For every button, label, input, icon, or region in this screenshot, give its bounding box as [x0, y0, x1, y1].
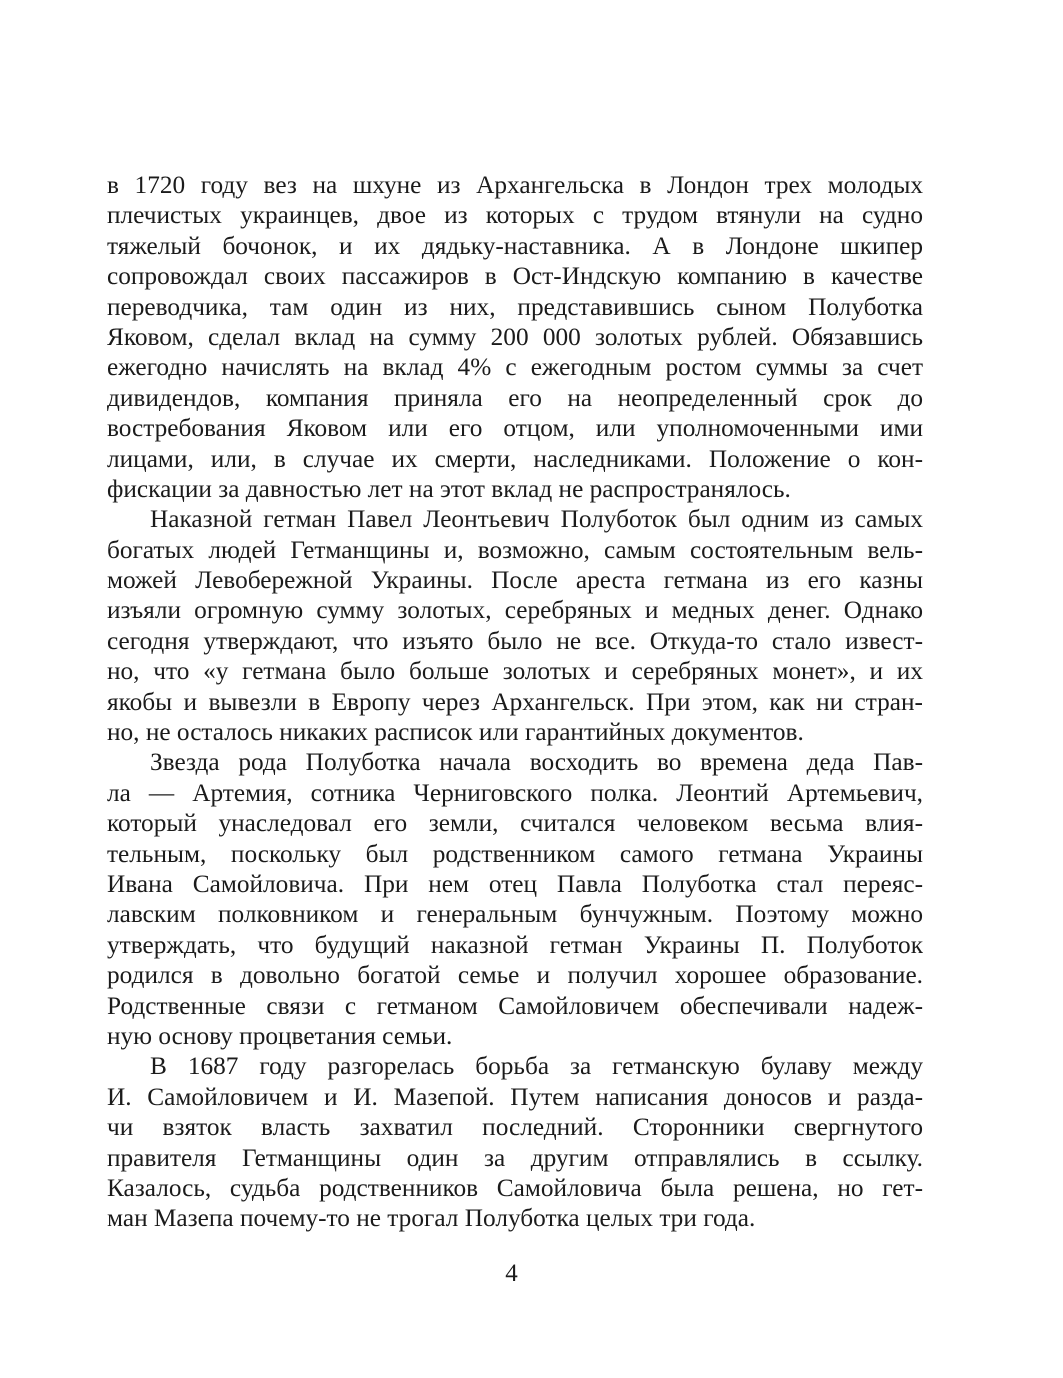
- text-line: родился в довольно богатой семье и получил хорошее образование.: [107, 961, 923, 990]
- text-line: Звезда рода Полуботка начала восходить во времена деда Пав-: [150, 748, 923, 777]
- text-line: ежегодно начислять на вклад 4% с ежегодным ростом суммы за счет: [107, 353, 923, 382]
- text-line: Родственные связи с гетманом Самойловичем обеспечивали надеж-: [107, 991, 923, 1020]
- text-line: в 1720 году вез на шхуне из Архангельска в Лондон трех молодых: [107, 171, 923, 199]
- body-text: [107, 170, 923, 1234]
- text-line: дивидендов, компания приняла его на неопределенный срок до: [107, 383, 923, 412]
- text-line: Казалось, судьба родственников Самойловича была решена, но гет-: [107, 1173, 923, 1202]
- text-line: правителя Гетманщины один за другим отправлялись в ссылку.: [107, 1143, 923, 1172]
- text-line: ла — Артемия, сотника Черниговского полка. Леонтий Артемьевич,: [107, 778, 923, 807]
- text-line: фискации за давностью лет на этот вклад не распространялось.: [107, 474, 791, 503]
- text-line: лавским полковником и генеральным бунчужным. Поэтому можно: [107, 900, 923, 929]
- text-line: плечистых украинцев, двое из которых с трудом втянули на судно: [107, 201, 923, 230]
- text-line: ман Мазепа почему-то не трогал Полуботка целых три года.: [107, 1204, 756, 1233]
- text-line: который унаследовал его земли, считался человеком весьма влия-: [107, 809, 923, 838]
- text-line: Ивана Самойловича. При нем отец Павла Полуботка стал переяс-: [107, 869, 923, 898]
- text-line: можей Левобережной Украины. После ареста гетмана из его казны: [107, 566, 923, 595]
- text-line: В 1687 году разгорелась борьба за гетманскую булаву между: [150, 1052, 923, 1081]
- page-number: 4: [505, 1260, 518, 1287]
- text-line: переводчика, там один из них, представившись сыном Полуботка: [107, 292, 923, 321]
- text-line: востребования Яковом или его отцом, или уполномоченными ими: [107, 414, 923, 443]
- text-line: тельным, поскольку был родственником самого гетмана Украины: [107, 839, 923, 868]
- text-line: но, не осталось никаких расписок или гарантийных документов.: [107, 718, 804, 747]
- text-line: И. Самойловичем и И. Мазепой. Путем написания доносов и разда-: [107, 1082, 923, 1111]
- text-line: утверждать, что будущий наказной гетман Украины П. Полуботок: [107, 930, 923, 959]
- text-line: богатых людей Гетманщины и, возможно, самым состоятельным вель-: [107, 535, 923, 564]
- text-line: якобы и вывезли в Европу через Архангельск. При этом, как ни стран-: [107, 687, 923, 716]
- text-line: но, что «у гетмана было больше золотых и серебряных монет», и их: [107, 657, 923, 686]
- text-line: изъяли огромную сумму золотых, серебряных и медных денег. Однако: [107, 596, 923, 625]
- text-line: Наказной гетман Павел Леонтьевич Полуботок был одним из самых: [150, 505, 923, 534]
- text-line: ную основу процветания семьи.: [107, 1021, 453, 1050]
- text-line: тяжелый бочонок, и их дядьку-наставника. А в Лондоне шкипер: [107, 231, 923, 260]
- text-line: лицами, или, в случае их смерти, наследниками. Положение о кон-: [107, 444, 923, 473]
- text-line: сопровождал своих пассажиров в Ост-Индскую компанию в качестве: [107, 262, 923, 291]
- text-line: чи взяток власть захватил последний. Сторонники свергнутого: [107, 1113, 923, 1142]
- text-line: Яковом, сделал вклад на сумму 200 000 золотых рублей. Обязавшись: [107, 322, 923, 351]
- text-line: сегодня утверждают, что изъято было не все. Откуда-то стало извест-: [107, 626, 923, 655]
